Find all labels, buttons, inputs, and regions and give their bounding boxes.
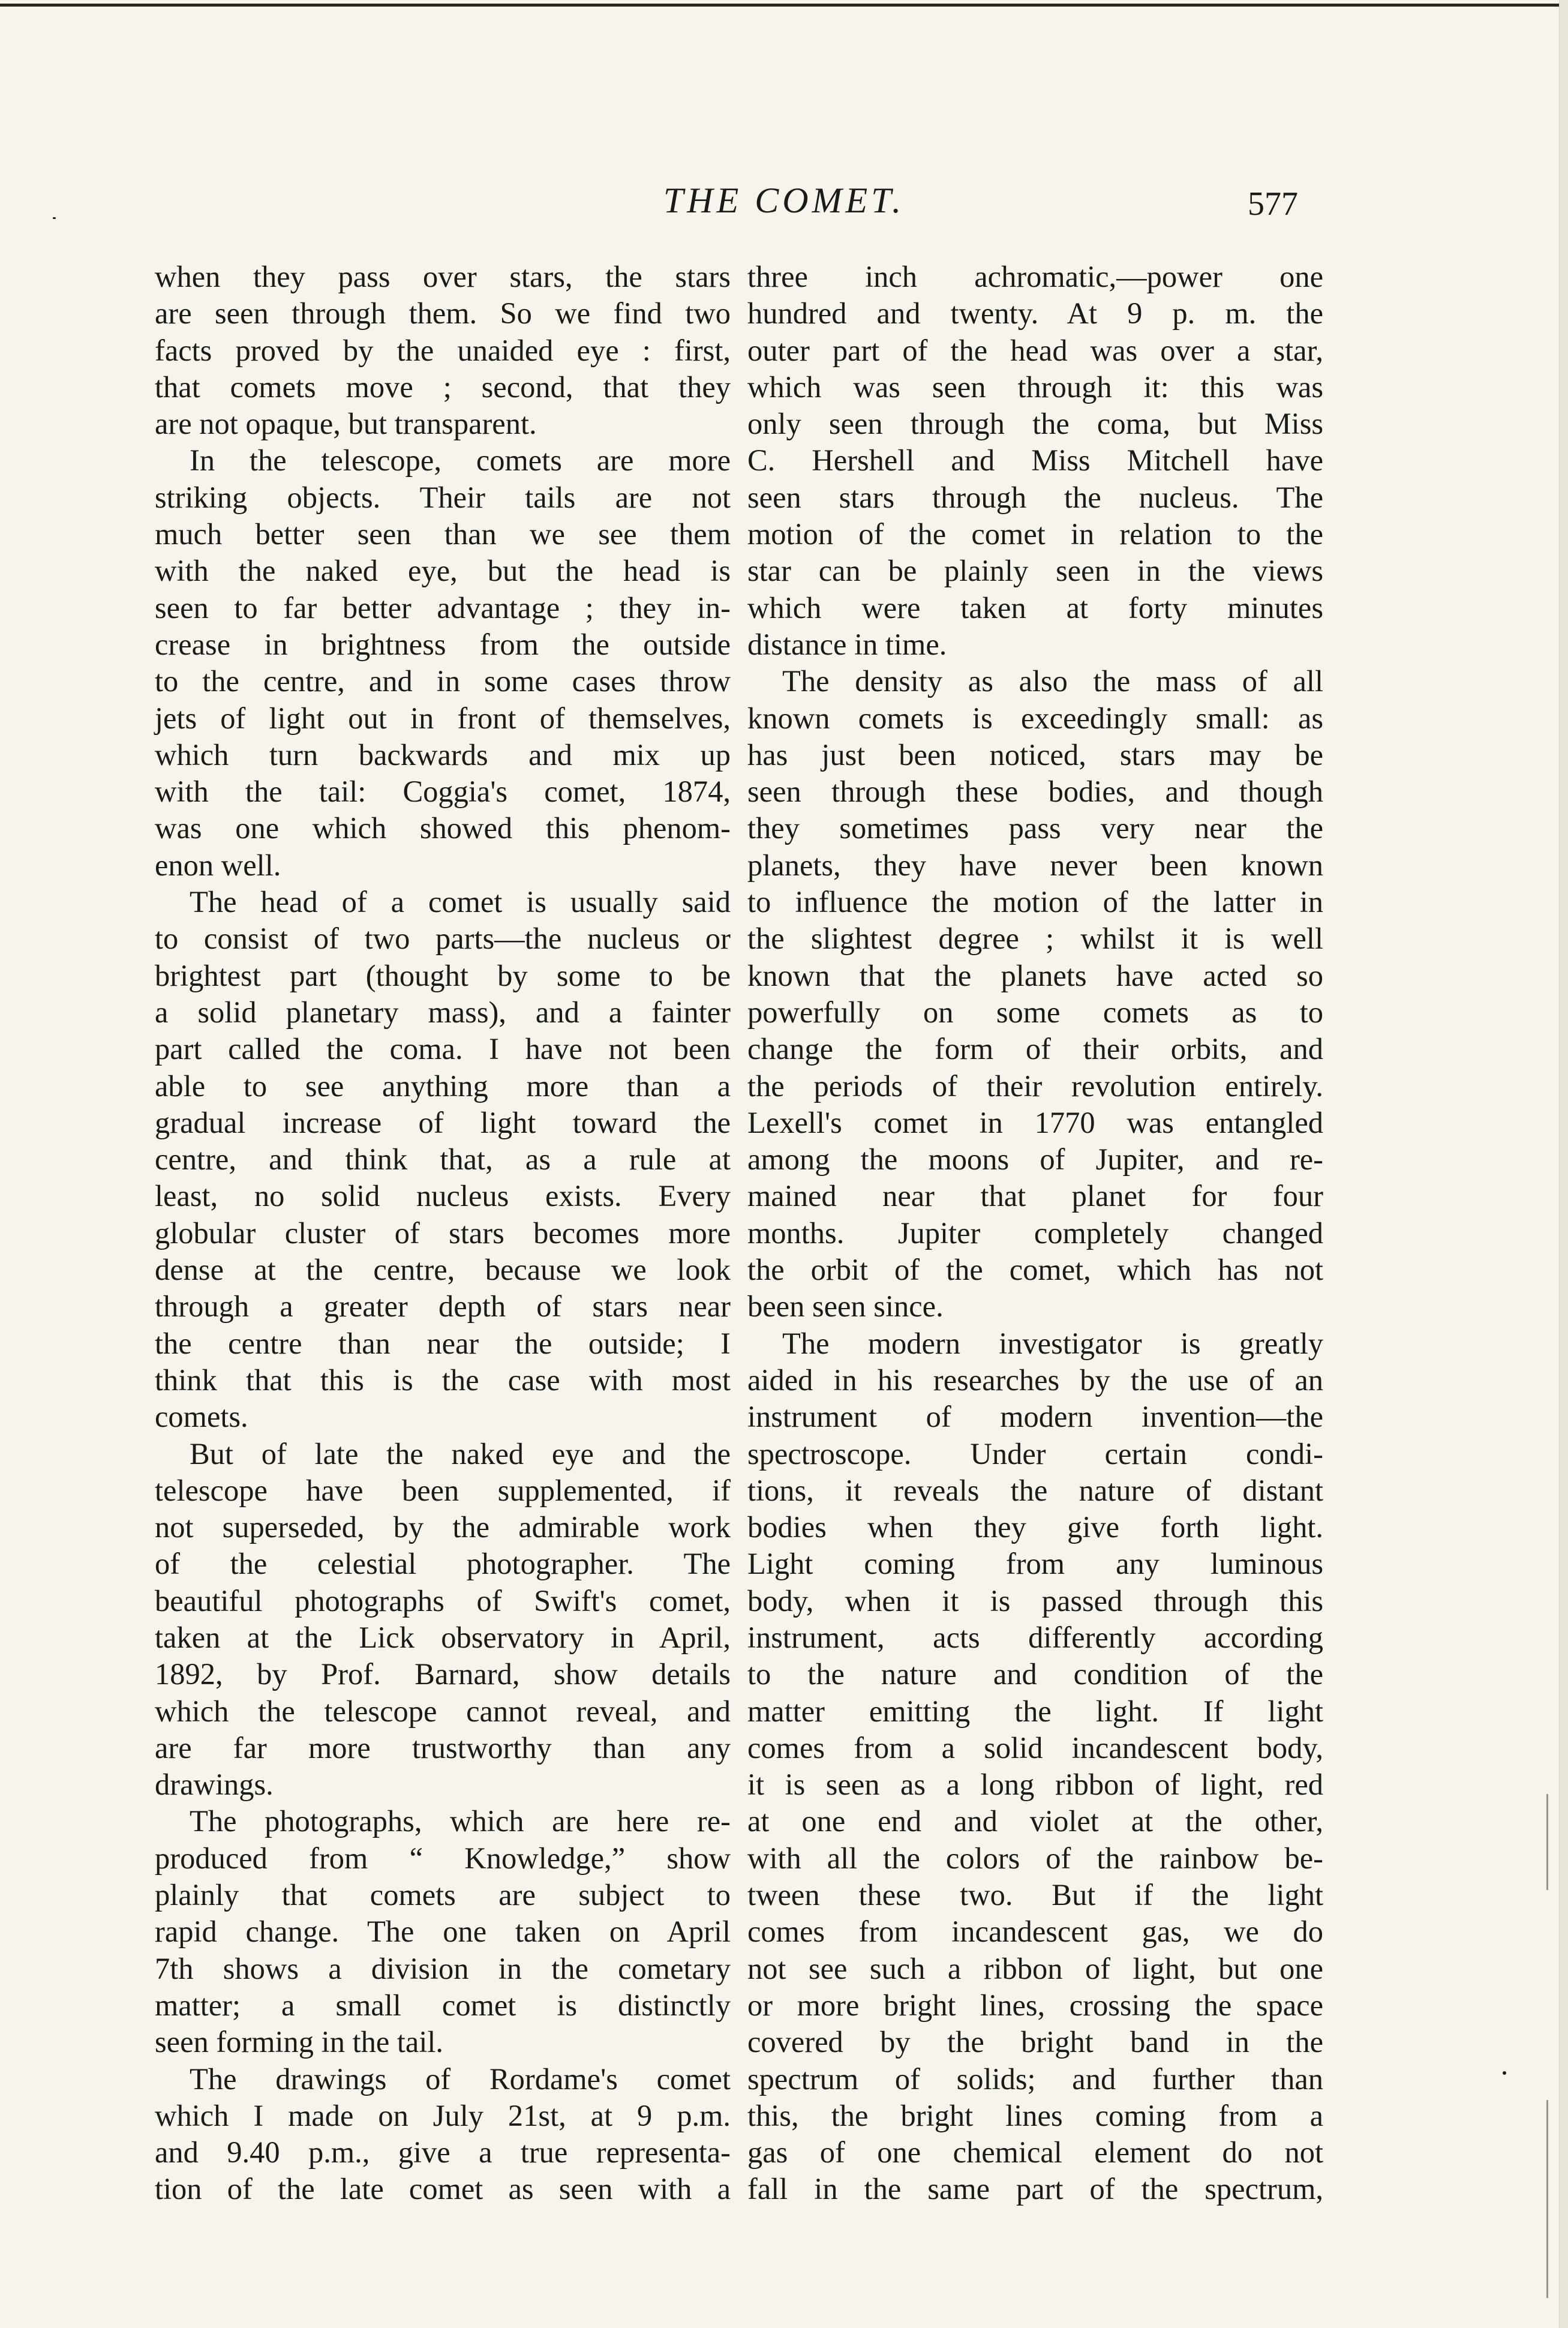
page-number: 577 xyxy=(1248,185,1298,223)
text-line: three inch achromatic,—power one xyxy=(747,260,1323,293)
text-line: think that this is the case with most xyxy=(155,1363,731,1397)
text-line: gradual increase of light toward the xyxy=(155,1105,731,1139)
text-line: to consist of two parts—the nucleus or xyxy=(155,922,731,956)
text-line: it is seen as a long ribbon of light, red xyxy=(747,1768,1323,1802)
text-line: seen stars through the nucleus. The xyxy=(747,480,1323,514)
text-line: of the celestial photographer. The xyxy=(155,1547,731,1581)
text-line: 1892, by Prof. Barnard, show details xyxy=(155,1657,731,1691)
text-line: seen through these bodies, and though xyxy=(747,775,1323,809)
text-line: crease in brightness from the outside xyxy=(155,627,731,661)
running-title: THE COMET. xyxy=(663,181,905,220)
scan-edge-strip xyxy=(1559,0,1568,2328)
text-line: instrument, acts differently according xyxy=(747,1620,1323,1654)
text-line: comes from incandescent gas, we do xyxy=(747,1915,1323,1949)
text-line: comets. xyxy=(155,1400,248,1434)
text-line: But of late the naked eye and the xyxy=(190,1436,731,1471)
text-line: was one which showed this phenom- xyxy=(155,811,731,845)
text-line: known comets is exceedingly small: as xyxy=(747,701,1323,735)
text-line: centre, and think that, as a rule at xyxy=(155,1142,731,1177)
text-line: months. Jupiter completely changed xyxy=(747,1216,1323,1250)
text-line: are far more trustworthy than any xyxy=(155,1730,731,1765)
text-line: spectroscope. Under certain condi- xyxy=(747,1436,1323,1471)
text-line: able to see anything more than a xyxy=(155,1069,731,1103)
text-line: the slightest degree ; whilst it is well xyxy=(747,922,1323,956)
text-line: to the centre, and in some cases throw xyxy=(155,664,731,698)
text-line: taken at the Lick observatory in April, xyxy=(155,1620,731,1654)
text-line: to influence the motion of the latter in xyxy=(747,885,1323,919)
text-line: plainly that comets are subject to xyxy=(155,1878,731,1912)
text-line: star can be plainly seen in the views xyxy=(747,554,1323,588)
text-line: seen to far better advantage ; they in- xyxy=(155,590,731,625)
text-line: hundred and twenty. At 9 p. m. the xyxy=(747,296,1323,331)
text-line: only seen through the coma, but Miss xyxy=(747,407,1323,441)
text-line: beautiful photographs of Swift's comet, xyxy=(155,1583,731,1618)
text-line: spectrum of solids; and further than xyxy=(747,2062,1323,2096)
text-line: covered by the bright band in the xyxy=(747,2025,1323,2059)
text-line: instrument of modern invention—the xyxy=(747,1400,1323,1434)
text-line: with all the colors of the rainbow be- xyxy=(747,1841,1323,1875)
text-line: globular cluster of stars becomes more xyxy=(155,1216,731,1250)
text-line: known that the planets have acted so xyxy=(747,958,1323,992)
text-line: planets, they have never been known xyxy=(747,848,1323,882)
text-line: 7th shows a division in the cometary xyxy=(155,1951,731,1985)
scan-margin-mark xyxy=(1546,2100,1548,2298)
text-line: distance in time. xyxy=(747,627,947,661)
text-line: Lexell's comet in 1770 was entangled xyxy=(747,1105,1323,1139)
text-line: powerfully on some comets as to xyxy=(747,995,1323,1029)
text-line: been seen since. xyxy=(747,1289,944,1324)
text-line: The drawings of Rordame's comet xyxy=(190,2062,731,2096)
text-line: a solid planetary mass), and a fainter xyxy=(155,995,731,1029)
text-line: facts proved by the unaided eye : first, xyxy=(155,333,731,367)
text-line: The photographs, which are here re- xyxy=(190,1804,731,1838)
text-line: striking objects. Their tails are not xyxy=(155,480,731,514)
text-line: has just been noticed, stars may be xyxy=(747,737,1323,772)
text-line: fall in the same part of the spectrum, xyxy=(747,2172,1323,2206)
text-line: not see such a ribbon of light, but one xyxy=(747,1951,1323,1985)
text-line: with the tail: Coggia's comet, 1874, xyxy=(155,775,731,809)
text-line: The modern investigator is greatly xyxy=(782,1326,1323,1360)
text-line: enon well. xyxy=(155,848,281,882)
text-line: the orbit of the comet, which has not xyxy=(747,1253,1323,1287)
text-line: this, the bright lines coming from a xyxy=(747,2098,1323,2132)
text-line: not superseded, by the admirable work xyxy=(155,1510,731,1544)
text-line: which were taken at forty minutes xyxy=(747,590,1323,625)
text-line: tions, it reveals the nature of distant xyxy=(747,1473,1323,1507)
text-line: the centre than near the outside; I xyxy=(155,1326,731,1360)
text-line: outer part of the head was over a star, xyxy=(747,333,1323,367)
text-line: change the form of their orbits, and xyxy=(747,1032,1323,1066)
text-line: when they pass over stars, the stars xyxy=(155,260,731,293)
text-line: motion of the comet in relation to the xyxy=(747,517,1323,551)
text-line: tion of the late comet as seen with a xyxy=(155,2172,731,2206)
text-line: and 9.40 p.m., give a true representa- xyxy=(155,2135,731,2170)
page-top-rule xyxy=(0,4,1568,7)
scan-speck xyxy=(1503,2071,1506,2075)
text-line: jets of light out in front of themselves, xyxy=(155,701,731,735)
text-line: brightest part (thought by some to be xyxy=(155,958,731,992)
text-line: bodies when they give forth light. xyxy=(747,1510,1323,1544)
text-line: In the telescope, comets are more xyxy=(190,443,731,478)
text-line: least, no solid nucleus exists. Every xyxy=(155,1179,731,1213)
text-line: matter; a small comet is distinctly xyxy=(155,1988,731,2022)
text-line: which I made on July 21st, at 9 p.m. xyxy=(155,2098,731,2132)
text-line: body, when it is passed through this xyxy=(747,1583,1323,1618)
text-line: produced from “ Knowledge,” show xyxy=(155,1841,731,1875)
scan-margin-mark xyxy=(1546,1794,1548,1890)
text-line: comes from a solid incandescent body, xyxy=(747,1730,1323,1765)
text-line: among the moons of Jupiter, and re- xyxy=(747,1142,1323,1177)
text-line: with the naked eye, but the head is xyxy=(155,554,731,588)
text-line: which the telescope cannot reveal, and xyxy=(155,1694,731,1728)
text-line: drawings. xyxy=(155,1768,274,1802)
right-text-column xyxy=(747,259,1323,2208)
text-line: rapid change. The one taken on April xyxy=(155,1915,731,1949)
text-line: tween these two. But if the light xyxy=(747,1878,1323,1912)
text-line: telescope have been supplemented, if xyxy=(155,1473,731,1507)
text-line: which turn backwards and mix up xyxy=(155,737,731,772)
text-line: dense at the centre, because we look xyxy=(155,1253,731,1287)
text-line: much better seen than we see them xyxy=(155,517,731,551)
text-line: part called the coma. I have not been xyxy=(155,1032,731,1066)
text-line: are not opaque, but transparent. xyxy=(155,407,537,441)
text-line: seen forming in the tail. xyxy=(155,2025,444,2059)
text-line: C. Hershell and Miss Mitchell have xyxy=(747,443,1323,478)
text-line: to the nature and condition of the xyxy=(747,1657,1323,1691)
text-line: The head of a comet is usually said xyxy=(190,885,731,919)
text-line: aided in his researches by the use of an xyxy=(747,1363,1323,1397)
text-line: they sometimes pass very near the xyxy=(747,811,1323,845)
text-line: the periods of their revolution entirely. xyxy=(747,1069,1323,1103)
text-line: or more bright lines, crossing the space xyxy=(747,1988,1323,2022)
text-line: which was seen through it: this was xyxy=(747,370,1323,404)
text-line: through a greater depth of stars near xyxy=(155,1289,731,1324)
text-line: mained near that planet for four xyxy=(747,1179,1323,1213)
text-line: gas of one chemical element do not xyxy=(747,2135,1323,2170)
text-line: at one end and violet at the other, xyxy=(747,1804,1323,1838)
text-line: matter emitting the light. If light xyxy=(747,1694,1323,1728)
text-line: Light coming from any luminous xyxy=(747,1547,1323,1581)
text-line: that comets move ; second, that they xyxy=(155,370,731,404)
text-line: are seen through them. So we find two xyxy=(155,296,731,331)
text-line: The density as also the mass of all xyxy=(782,664,1323,698)
left-text-column xyxy=(155,259,731,2208)
